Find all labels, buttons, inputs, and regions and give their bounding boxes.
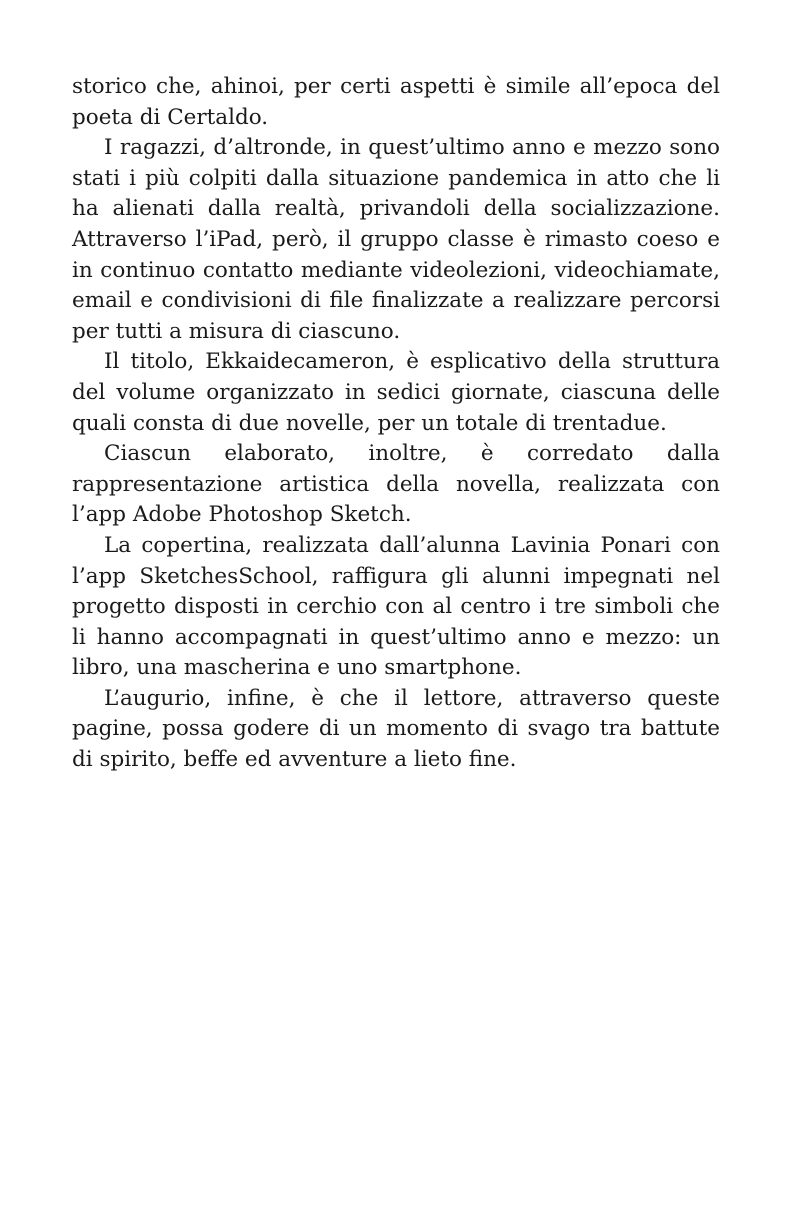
- paragraph: I ragazzi, d’altronde, in quest’ultimo anno e mezzo sono stati i più colpiti dalla situazione pandemica in atto che li ha alienati dalla realtà, privandoli della socializzazione. Attraverso l’iPad, però, il gruppo classe è rimasto coeso e in continuo contatto mediante videolezioni, videochiamate, email e condivisioni di file finalizzate a realizzare percorsi per tutti a misura di ciascuno.: [72, 135, 720, 344]
- paragraph-continued: storico che, ahinoi, per certi aspetti è simile all’epoca del poeta di Certaldo.: [72, 74, 720, 130]
- paragraph: Ciascun elaborato, inoltre, è corredato dalla rappresentazione artistica della novella, realizzata con l’app Adobe Photoshop Sketch.: [72, 441, 720, 528]
- paragraph: L’augurio, infine, è che il lettore, attraverso queste pagine, possa godere di un momento di svago tra battute di spirito, beffe ed avventure a lieto fine.: [72, 685, 720, 773]
- document-body: [72, 72, 720, 776]
- paragraph: La copertina, realizzata dall’alunna Lavinia Ponari con l’app SketchesSchool, raffigura gli alunni impegnati nel progetto disposti in cerchio con al centro i tre simboli che li hanno accompagnati in quest’ultimo anno e mezzo: un libro, una mascherina e uno smartphone.: [72, 532, 720, 681]
- paragraph: Il titolo, Ekkaidecameron, è esplicativo della struttura del volume organizzato in sedici giornate, ciascuna delle quali consta di due novelle, per un totale di trentadue.: [72, 349, 720, 436]
